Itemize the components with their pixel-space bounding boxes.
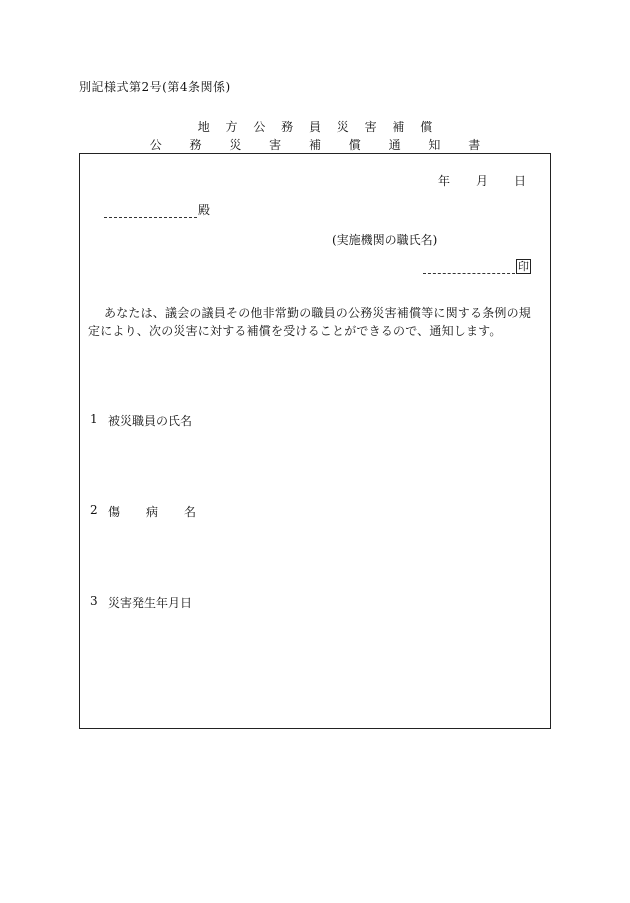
issuer-label: (実施機関の職氏名) xyxy=(332,233,438,247)
item-label: 被災職員の氏名 xyxy=(108,414,193,428)
item-number: 2 xyxy=(90,503,98,517)
addressee-field[interactable] xyxy=(104,201,210,218)
date-day-label: 日 xyxy=(513,174,526,188)
form-id: 別記様式第2号(第4条関係) xyxy=(79,80,231,94)
item-number: 1 xyxy=(90,412,98,426)
date-month-label: 月 xyxy=(475,174,488,188)
document-title-line2: 公 務 災 害 補 償 通 知 書 xyxy=(149,138,493,152)
addressee-suffix: 殿 xyxy=(198,203,211,217)
item-injury-name xyxy=(90,503,222,520)
addressee-blank-line[interactable] xyxy=(104,205,197,218)
issuer-signature-field[interactable] xyxy=(423,259,531,274)
item-number: 3 xyxy=(90,594,98,608)
item-label: 傷病名 xyxy=(108,505,223,519)
item-victim-name xyxy=(90,412,192,429)
date-row xyxy=(438,172,526,189)
item-incident-date xyxy=(90,594,192,611)
form-frame xyxy=(79,153,551,729)
item-label: 災害発生年月日 xyxy=(108,596,193,610)
notice-body-text: あなたは、議会の議員その他非常勤の職員の公務災害補償等に関する条例の規定により、次の災害に対する補償を受けることができるので、通知します。 xyxy=(88,306,532,338)
date-year-label: 年 xyxy=(437,174,450,188)
document-title-line1: 地 方 公 務 員 災 害 補 償 xyxy=(197,120,439,134)
issuer-blank-line[interactable] xyxy=(423,261,515,274)
seal-mark: 印 xyxy=(518,260,529,273)
